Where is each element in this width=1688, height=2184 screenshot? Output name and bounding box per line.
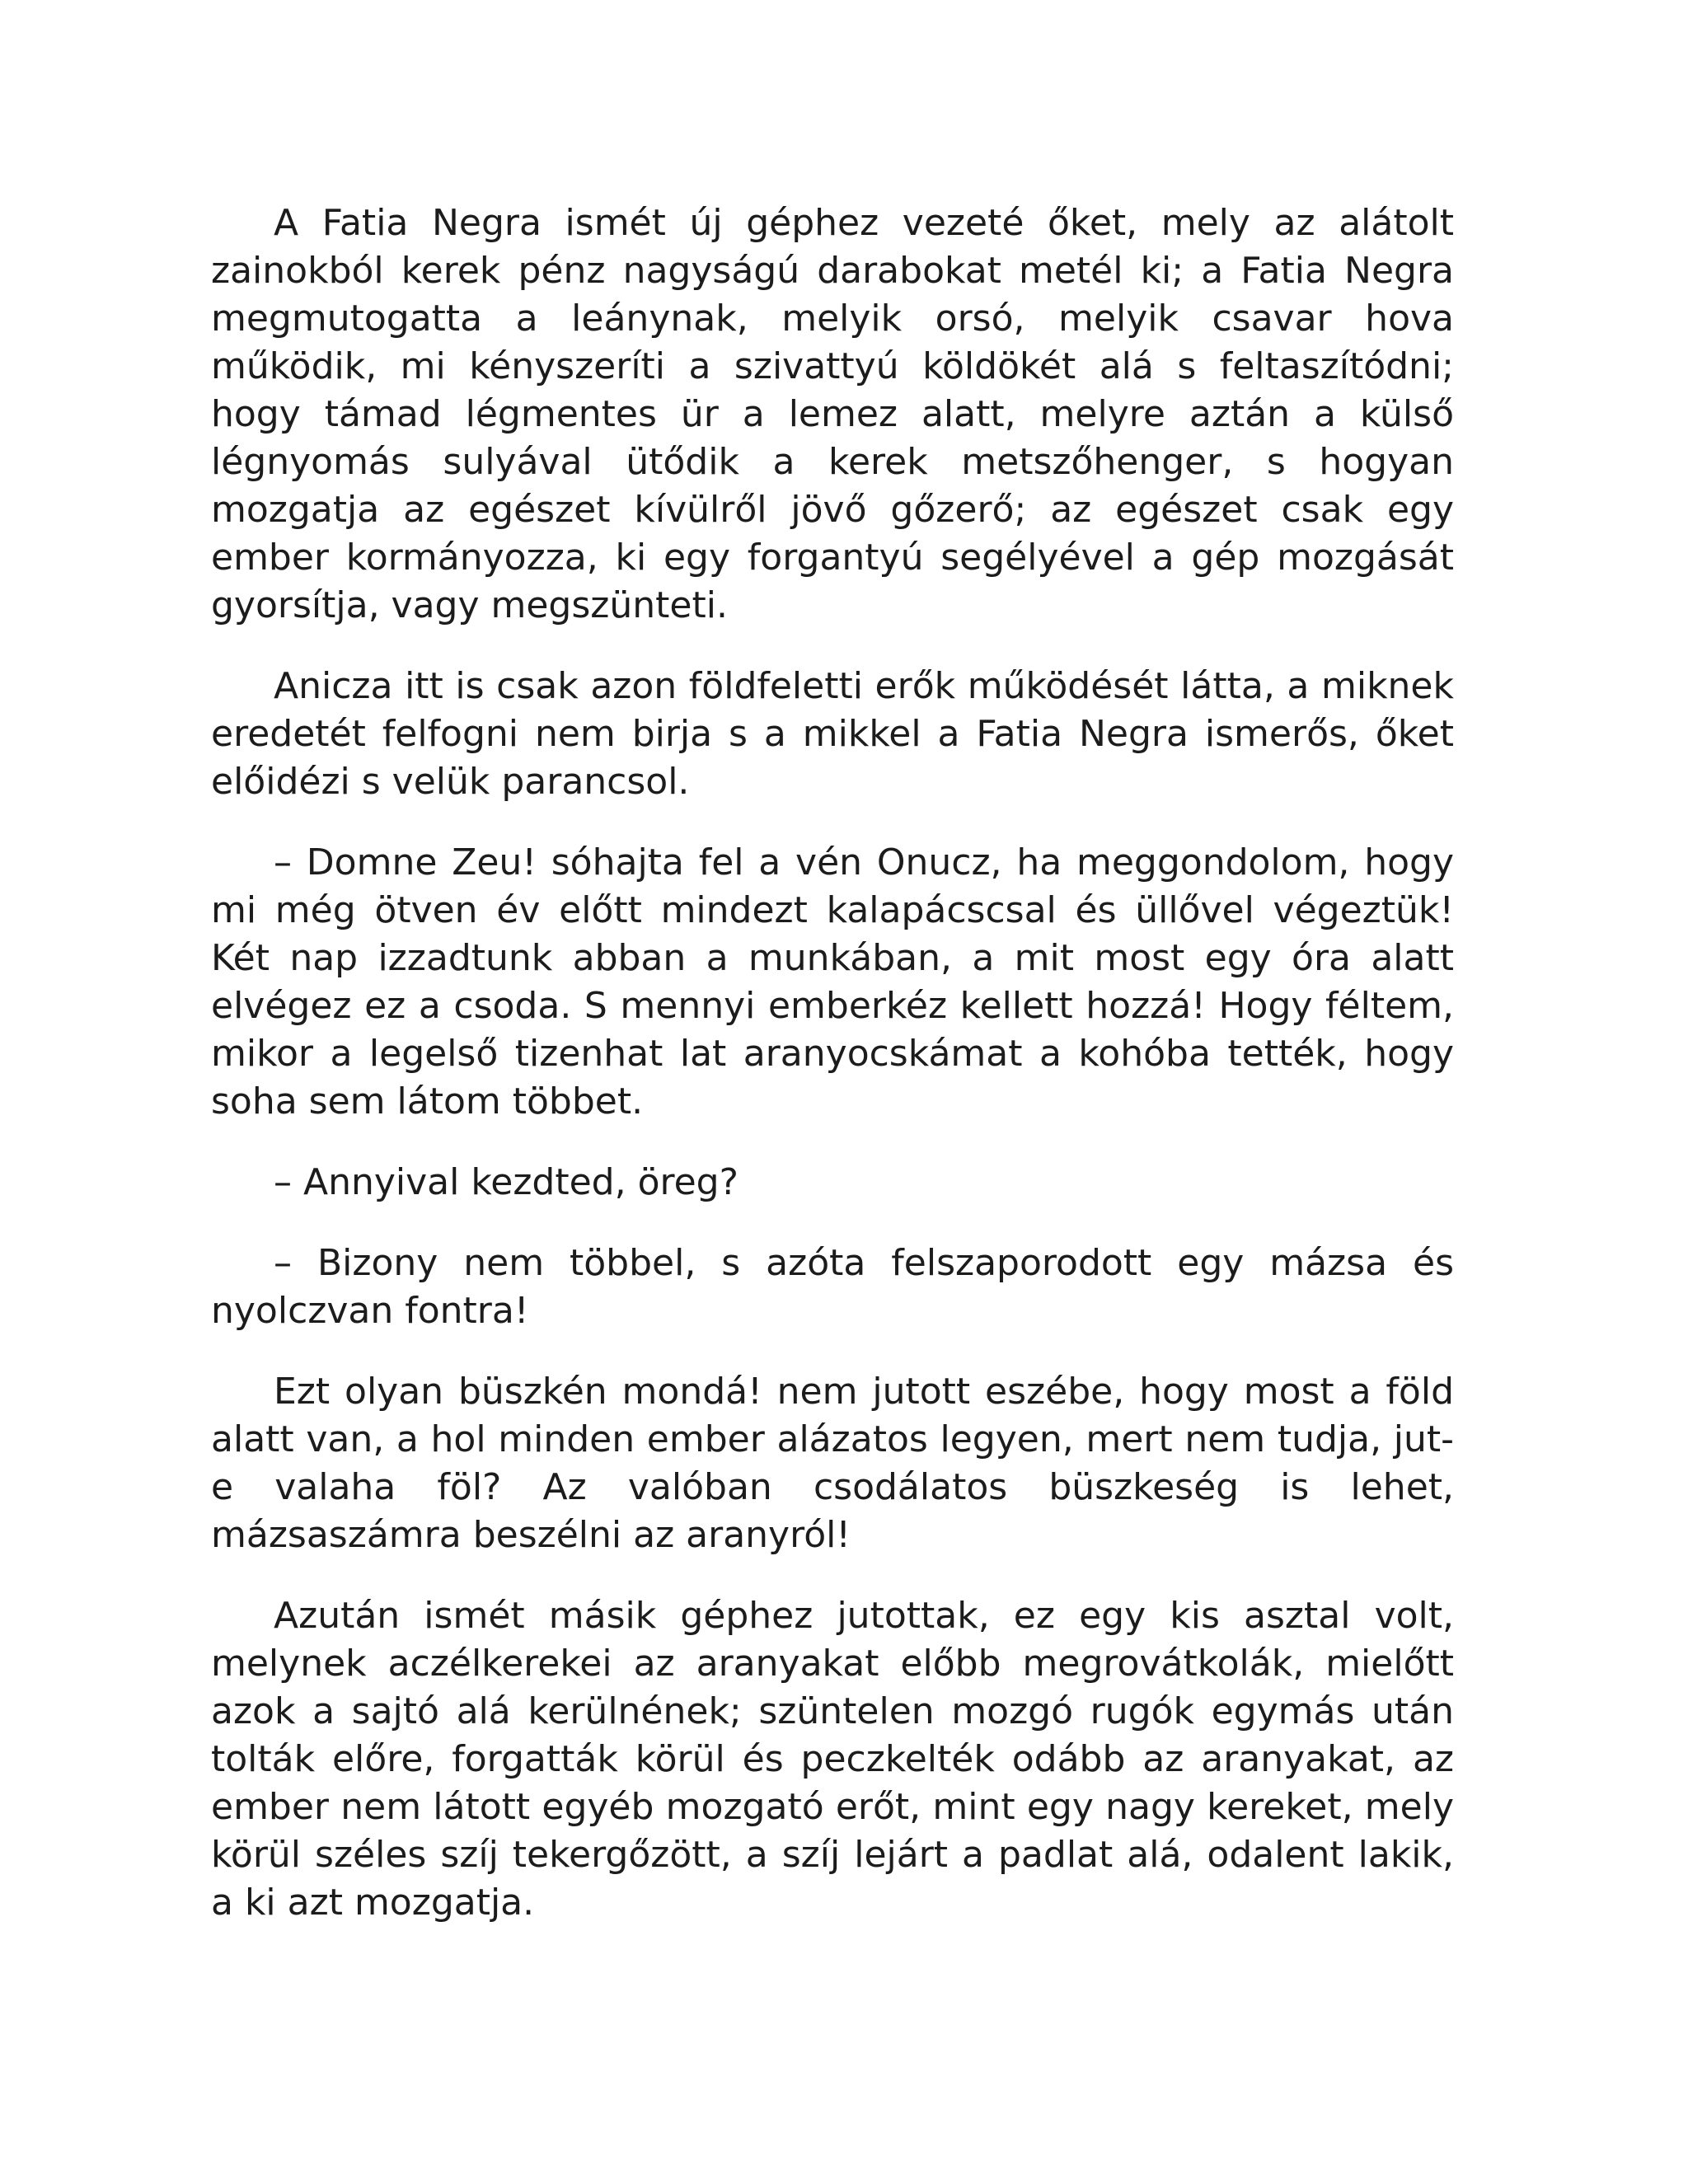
paragraph-5: – Bizony nem többel, s azóta felszaporodott egy mázsa és nyolczvan fontra! xyxy=(211,1242,1454,1332)
paragraph-6: Ezt olyan büszkén mondá! nem jutott eszébe, hogy most a föld alatt van, a hol minden ember alázatos legyen, mert nem tudja, jut-e valaha föl? Az valóban csodálatos büszkeség is lehet, mázsaszámra beszélni az aranyról! xyxy=(211,1371,1454,1556)
page-body xyxy=(211,199,1454,1960)
paragraph-3: – Domne Zeu! sóhajta fel a vén Onucz, ha meggondolom, hogy mi még ötven év előtt mindezt kalapácscsal és üllővel végeztük! Két nap izzadtunk abban a munkában, a mit most egy óra alatt elvégez ez a csoda. S mennyi emberkéz kellett hozzá! Hogy féltem, mikor a legelső tizenhat lat aranyocskámat a kohóba tették, hogy soha sem látom többet. xyxy=(211,841,1454,1122)
paragraph-2: Anicza itt is csak azon földfeletti erők működését látta, a miknek eredetét felfogni nem birja s a mikkel a Fatia Negra ismerős, őket előidézi s velük parancsol. xyxy=(211,665,1454,803)
paragraph-4: – Annyival kezdted, öreg? xyxy=(274,1161,738,1203)
paragraph-1: A Fatia Negra ismét új géphez vezeté őket, mely az alátolt zainokból kerek pénz nagyságú darabokat metél ki; a Fatia Negra megmutogatta a leánynak, melyik orsó, melyik csavar hova működik, mi kényszeríti a szivattyú köldökét alá s feltaszítódni; hogy támad légmentes ür a lemez alatt, melyre aztán a külső légnyomás sulyával ütődik a kerek metszőhenger, s hogyan mozgatja az egészet kívülről jövő gőzerő; az egészet csak egy ember kormányozza, ki egy forgantyú segélyével a gép mozgását gyorsítja, vagy megszünteti. xyxy=(211,202,1454,626)
paragraph-7: Azután ismét másik géphez jutottak, ez egy kis asztal volt, melynek aczélkerekei az aranyakat előbb megrovátkolák, mielőtt azok a sajtó alá kerülnének; szüntelen mozgó rugók egymás után tolták előre, forgatták körül és peczkelték odább az aranyakat, az ember nem látott egyéb mozgató erőt, mint egy nagy kereket, mely körül széles szíj tekergőzött, a szíj lejárt a padlat alá, odalent lakik, a ki azt mozgatja. xyxy=(211,1595,1454,1924)
